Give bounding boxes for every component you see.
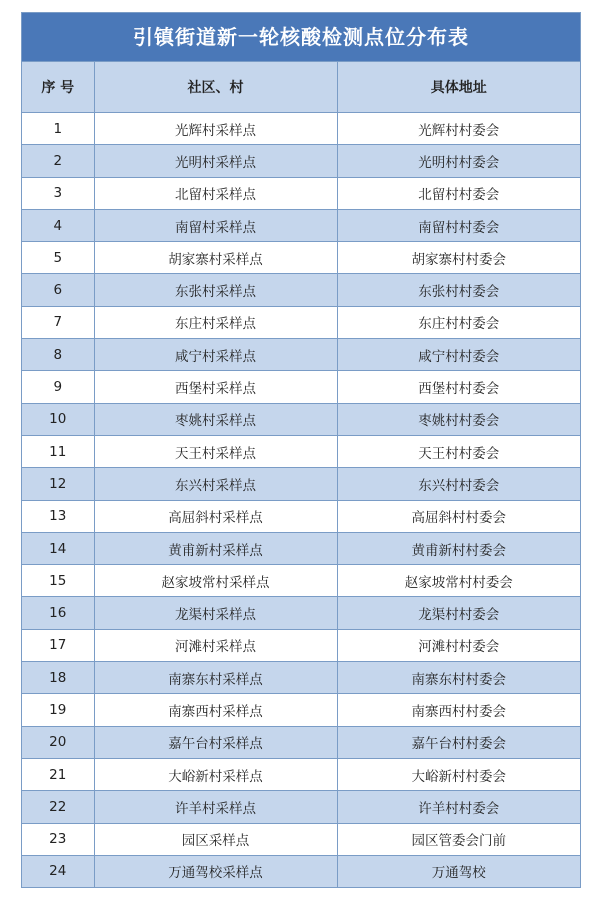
address-cell: 赵家坡常村村委会 (337, 565, 580, 597)
column-header-index: 序 号 (22, 62, 94, 113)
site-name-cell: 黄甫新村采样点 (94, 532, 337, 564)
row-index-cell: 7 (22, 306, 94, 338)
table-row (22, 113, 580, 145)
site-name-cell: 天王村采样点 (94, 435, 337, 467)
site-name-cell: 东庄村采样点 (94, 306, 337, 338)
table-row (22, 177, 580, 209)
site-name-cell: 东张村采样点 (94, 274, 337, 306)
address-cell: 大峪新村村委会 (337, 758, 580, 790)
address-cell: 西堡村村委会 (337, 371, 580, 403)
address-cell: 东庄村村委会 (337, 306, 580, 338)
row-index-cell: 24 (22, 855, 94, 887)
table-row (22, 758, 580, 790)
site-name-cell: 龙渠村采样点 (94, 597, 337, 629)
address-cell: 光明村村委会 (337, 145, 580, 177)
row-index-cell: 3 (22, 177, 94, 209)
table-row (22, 468, 580, 500)
site-name-cell: 南留村采样点 (94, 209, 337, 241)
table-row (22, 532, 580, 564)
site-name-cell: 赵家坡常村采样点 (94, 565, 337, 597)
address-cell: 龙渠村村委会 (337, 597, 580, 629)
address-cell: 嘉午台村村委会 (337, 726, 580, 758)
row-index-cell: 11 (22, 435, 94, 467)
row-index-cell: 16 (22, 597, 94, 629)
row-index-cell: 17 (22, 629, 94, 661)
address-cell: 北留村村委会 (337, 177, 580, 209)
row-index-cell: 4 (22, 209, 94, 241)
table-row (22, 694, 580, 726)
site-name-cell: 枣姚村采样点 (94, 403, 337, 435)
site-name-cell: 西堡村采样点 (94, 371, 337, 403)
table-row (22, 855, 580, 887)
address-cell: 光辉村村委会 (337, 113, 580, 145)
site-name-cell: 大峪新村采样点 (94, 758, 337, 790)
site-table (22, 62, 580, 887)
row-index-cell: 1 (22, 113, 94, 145)
table-row (22, 145, 580, 177)
column-header-address: 具体地址 (337, 62, 580, 113)
address-cell: 咸宁村村委会 (337, 339, 580, 371)
table-body (22, 113, 580, 888)
address-cell: 园区管委会门前 (337, 823, 580, 855)
address-cell: 天王村村委会 (337, 435, 580, 467)
address-cell: 万通驾校 (337, 855, 580, 887)
site-name-cell: 北留村采样点 (94, 177, 337, 209)
table-row (22, 791, 580, 823)
site-name-cell: 万通驾校采样点 (94, 855, 337, 887)
row-index-cell: 19 (22, 694, 94, 726)
table-row (22, 306, 580, 338)
table-row (22, 565, 580, 597)
header-row (22, 62, 580, 113)
address-cell: 南寨西村村委会 (337, 694, 580, 726)
table-row (22, 435, 580, 467)
address-cell: 河滩村村委会 (337, 629, 580, 661)
column-header-site: 社区、村 (94, 62, 337, 113)
table-row (22, 629, 580, 661)
site-name-cell: 胡家寨村采样点 (94, 242, 337, 274)
table-title: 引镇街道新一轮核酸检测点位分布表 (22, 13, 580, 62)
site-name-cell: 东兴村采样点 (94, 468, 337, 500)
address-cell: 许羊村村委会 (337, 791, 580, 823)
address-cell: 东张村村委会 (337, 274, 580, 306)
row-index-cell: 5 (22, 242, 94, 274)
address-cell: 枣姚村村委会 (337, 403, 580, 435)
row-index-cell: 8 (22, 339, 94, 371)
table-row (22, 823, 580, 855)
address-cell: 高屈斜村村委会 (337, 500, 580, 532)
site-name-cell: 园区采样点 (94, 823, 337, 855)
site-name-cell: 南寨东村采样点 (94, 662, 337, 694)
row-index-cell: 15 (22, 565, 94, 597)
row-index-cell: 22 (22, 791, 94, 823)
row-index-cell: 10 (22, 403, 94, 435)
row-index-cell: 23 (22, 823, 94, 855)
site-name-cell: 光明村采样点 (94, 145, 337, 177)
address-cell: 南留村村委会 (337, 209, 580, 241)
address-cell: 南寨东村村委会 (337, 662, 580, 694)
address-cell: 东兴村村委会 (337, 468, 580, 500)
site-name-cell: 高屈斜村采样点 (94, 500, 337, 532)
table-row (22, 339, 580, 371)
site-name-cell: 光辉村采样点 (94, 113, 337, 145)
table-row (22, 500, 580, 532)
site-name-cell: 河滩村采样点 (94, 629, 337, 661)
table-row (22, 242, 580, 274)
table-row (22, 597, 580, 629)
table-row (22, 209, 580, 241)
row-index-cell: 9 (22, 371, 94, 403)
row-index-cell: 14 (22, 532, 94, 564)
row-index-cell: 18 (22, 662, 94, 694)
site-name-cell: 南寨西村采样点 (94, 694, 337, 726)
row-index-cell: 21 (22, 758, 94, 790)
site-name-cell: 咸宁村采样点 (94, 339, 337, 371)
address-cell: 黄甫新村村委会 (337, 532, 580, 564)
row-index-cell: 13 (22, 500, 94, 532)
row-index-cell: 2 (22, 145, 94, 177)
table-row (22, 371, 580, 403)
site-name-cell: 许羊村采样点 (94, 791, 337, 823)
distribution-table (21, 12, 581, 888)
row-index-cell: 20 (22, 726, 94, 758)
table-row (22, 403, 580, 435)
row-index-cell: 6 (22, 274, 94, 306)
table-row (22, 274, 580, 306)
row-index-cell: 12 (22, 468, 94, 500)
address-cell: 胡家寨村村委会 (337, 242, 580, 274)
table-row (22, 726, 580, 758)
site-name-cell: 嘉午台村采样点 (94, 726, 337, 758)
table-row (22, 662, 580, 694)
